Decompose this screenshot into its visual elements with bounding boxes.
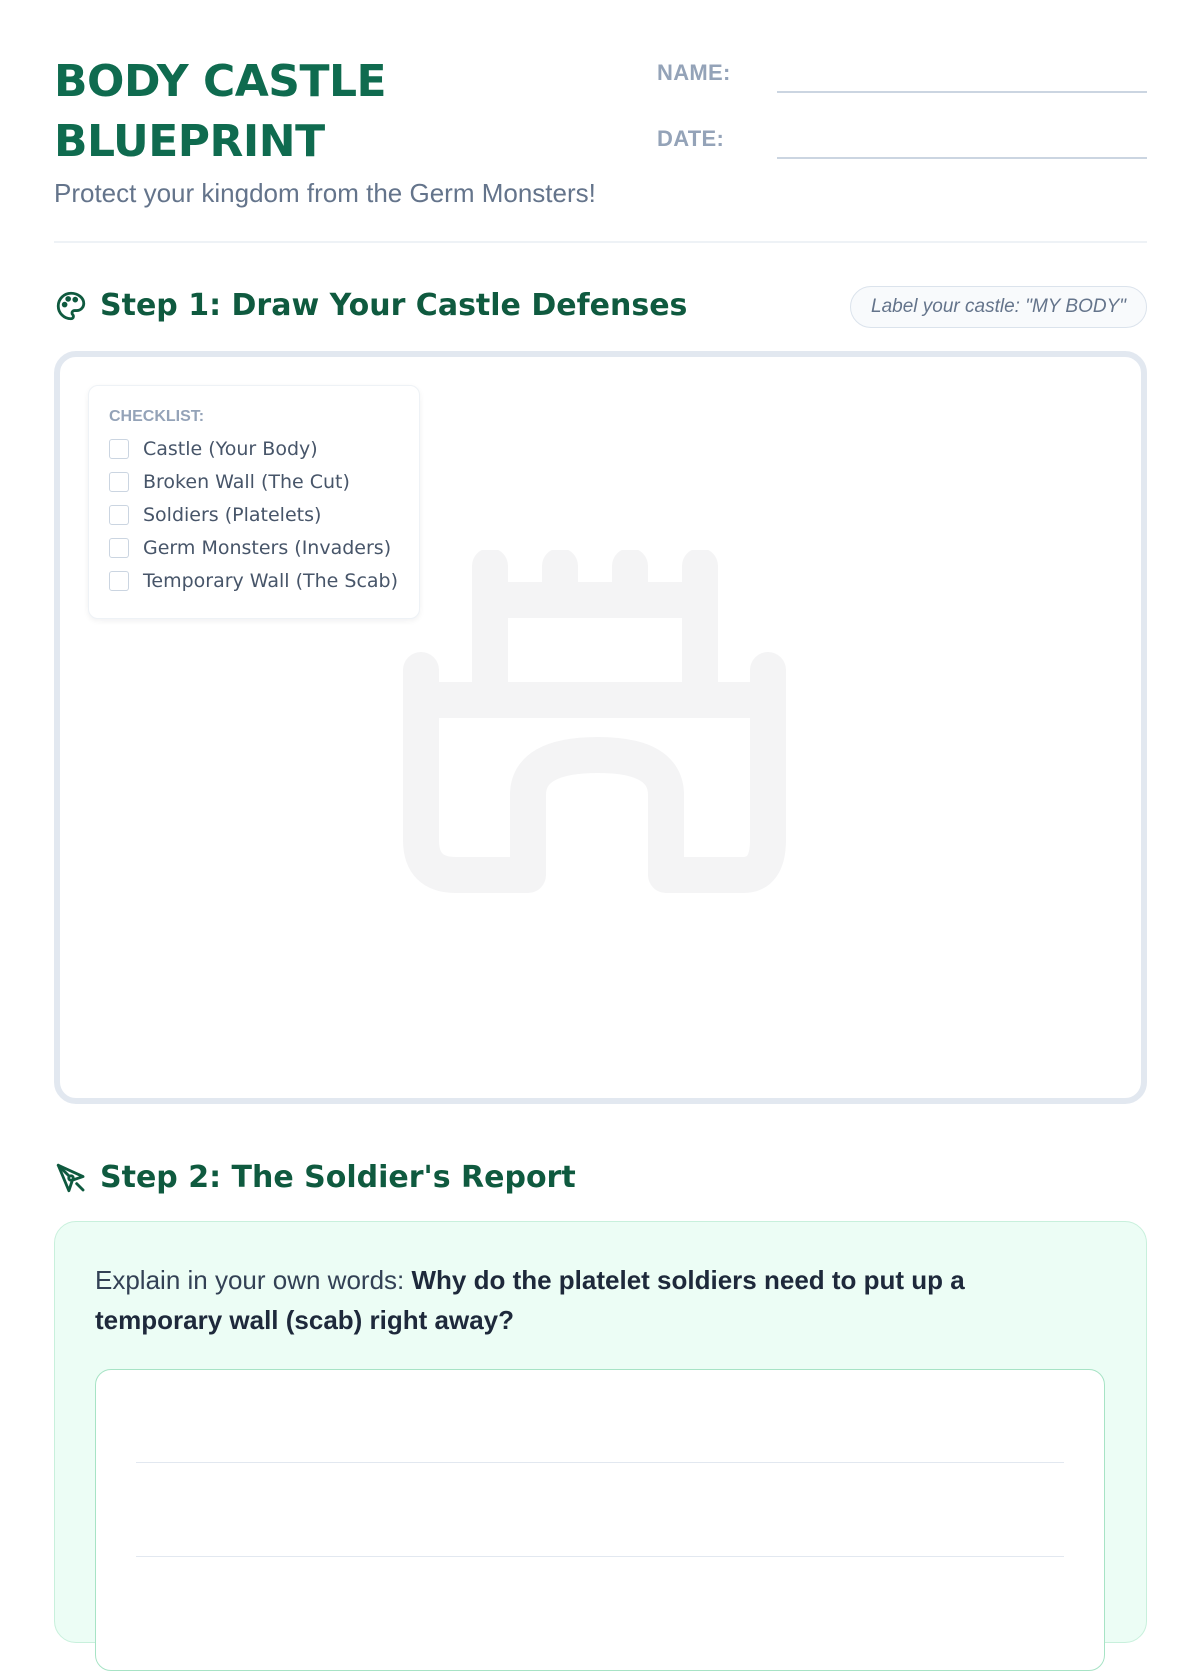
date-label: DATE: <box>657 126 725 151</box>
date-field[interactable] <box>777 157 1147 159</box>
label-hint-badge: Label your castle: "MY BODY" <box>850 286 1147 328</box>
castle-icon <box>403 550 793 910</box>
checklist-item[interactable] <box>109 570 398 592</box>
checklist-item-label: Castle (Your Body) <box>143 438 318 460</box>
report-card <box>54 1221 1147 1643</box>
report-prompt <box>95 1260 1055 1340</box>
title-line-1: BODY CASTLE <box>54 56 387 107</box>
pen-nib-icon <box>54 1161 88 1195</box>
header-divider <box>54 241 1147 243</box>
checkbox[interactable] <box>109 538 129 558</box>
checklist-item-label: Germ Monsters (Invaders) <box>143 537 392 559</box>
page-subtitle: Protect your kingdom from the Germ Monsters! <box>54 178 596 208</box>
title-line-2: BLUEPRINT <box>54 116 325 167</box>
worksheet-page <box>54 0 1147 1600</box>
checkbox[interactable] <box>109 505 129 525</box>
checklist-item-label: Temporary Wall (The Scab) <box>143 570 399 592</box>
page-title <box>54 52 574 172</box>
prompt-question: Why do the platelet soldiers need to put up a temporary wall (scab) right away? <box>95 1265 965 1335</box>
palette-icon <box>54 289 88 323</box>
checklist-item[interactable] <box>109 537 391 559</box>
checklist-item-label: Soldiers (Platelets) <box>143 504 322 526</box>
name-field[interactable] <box>777 91 1147 93</box>
checkbox[interactable] <box>109 472 129 492</box>
step2-heading <box>54 1160 576 1195</box>
step1-heading-text: Step 1: Draw Your Castle Defenses <box>100 288 688 323</box>
step1-heading <box>54 288 687 323</box>
checkbox[interactable] <box>109 439 129 459</box>
checkbox[interactable] <box>109 571 129 591</box>
checklist-item[interactable] <box>109 438 318 460</box>
name-label: NAME: <box>657 60 731 85</box>
step2-heading-text: Step 2: The Soldier's Report <box>100 1160 576 1195</box>
checklist-item[interactable] <box>109 504 321 526</box>
answer-line <box>136 1556 1064 1557</box>
checklist-title: CHECKLIST: <box>109 408 205 425</box>
answer-line <box>136 1462 1064 1463</box>
answer-area[interactable] <box>95 1369 1105 1671</box>
checklist-item-label: Broken Wall (The Cut) <box>143 471 350 493</box>
prompt-intro: Explain in your own words: <box>95 1265 412 1295</box>
drawing-area[interactable] <box>54 351 1147 1104</box>
checklist-item[interactable] <box>109 471 350 493</box>
checklist-card <box>88 385 420 619</box>
